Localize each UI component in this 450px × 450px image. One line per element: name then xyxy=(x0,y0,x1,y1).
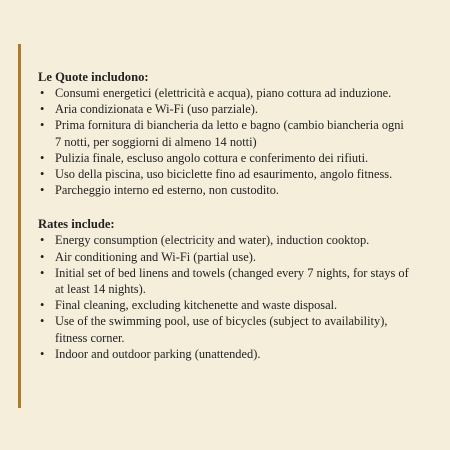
bullet-icon: • xyxy=(40,118,45,133)
inclusions-list xyxy=(38,85,410,198)
bullet-icon: • xyxy=(40,102,45,117)
list-item: • Indoor and outdoor parking (unattended). xyxy=(40,346,261,361)
list-item: • Final cleaning, excluding kitchenette and waste disposal. xyxy=(40,298,338,313)
bullet-icon: • xyxy=(40,249,45,264)
section-english xyxy=(38,216,410,362)
bullet-icon: • xyxy=(40,150,45,165)
section-title: Rates include: xyxy=(38,217,115,232)
bullet-icon: • xyxy=(40,298,45,313)
list-item: • Energy consumption (electricity and water), induction cooktop. xyxy=(40,233,370,248)
bullet-icon: • xyxy=(40,167,45,182)
list-item: • Initial set of bed linens and towels (changed every 7 nights, for stays of at least 14 nights). xyxy=(40,265,409,297)
accent-bar xyxy=(18,44,21,408)
bullet-icon: • xyxy=(40,346,45,361)
list-item: • Air conditioning and Wi-Fi (partial use). xyxy=(40,249,256,264)
bullet-icon: • xyxy=(40,314,45,329)
list-item: • Consumi energetici (elettricità e acqua), piano cottura ad induzione. xyxy=(40,86,392,100)
bullet-icon: • xyxy=(40,183,45,198)
list-item: • Use of the swimming pool, use of bicycles (subject to availability), fitness corner. xyxy=(40,314,388,345)
list-item: • Uso della piscina, uso biciclette fino ad esaurimento, angolo fitness. xyxy=(40,167,393,182)
list-item: • Parcheggio interno ed esterno, non custodito. xyxy=(40,183,280,198)
section-title: Le Quote includono: xyxy=(38,70,149,84)
bullet-icon: • xyxy=(40,86,45,100)
list-item: • Aria condizionata e Wi-Fi (uso parziale). xyxy=(40,102,258,117)
list-item: • Pulizia finale, escluso angolo cottura e conferimento dei rifiuti. xyxy=(40,150,369,165)
inclusions-list xyxy=(38,232,410,362)
bullet-icon: • xyxy=(40,233,45,248)
section-italian xyxy=(38,69,410,198)
rates-content xyxy=(38,69,410,362)
list-item: • Prima fornitura di biancheria da letto e bagno (cambio biancheria ogni 7 notti, per soggiorni di almeno 14 notti) xyxy=(40,118,404,149)
bullet-icon: • xyxy=(40,265,45,280)
